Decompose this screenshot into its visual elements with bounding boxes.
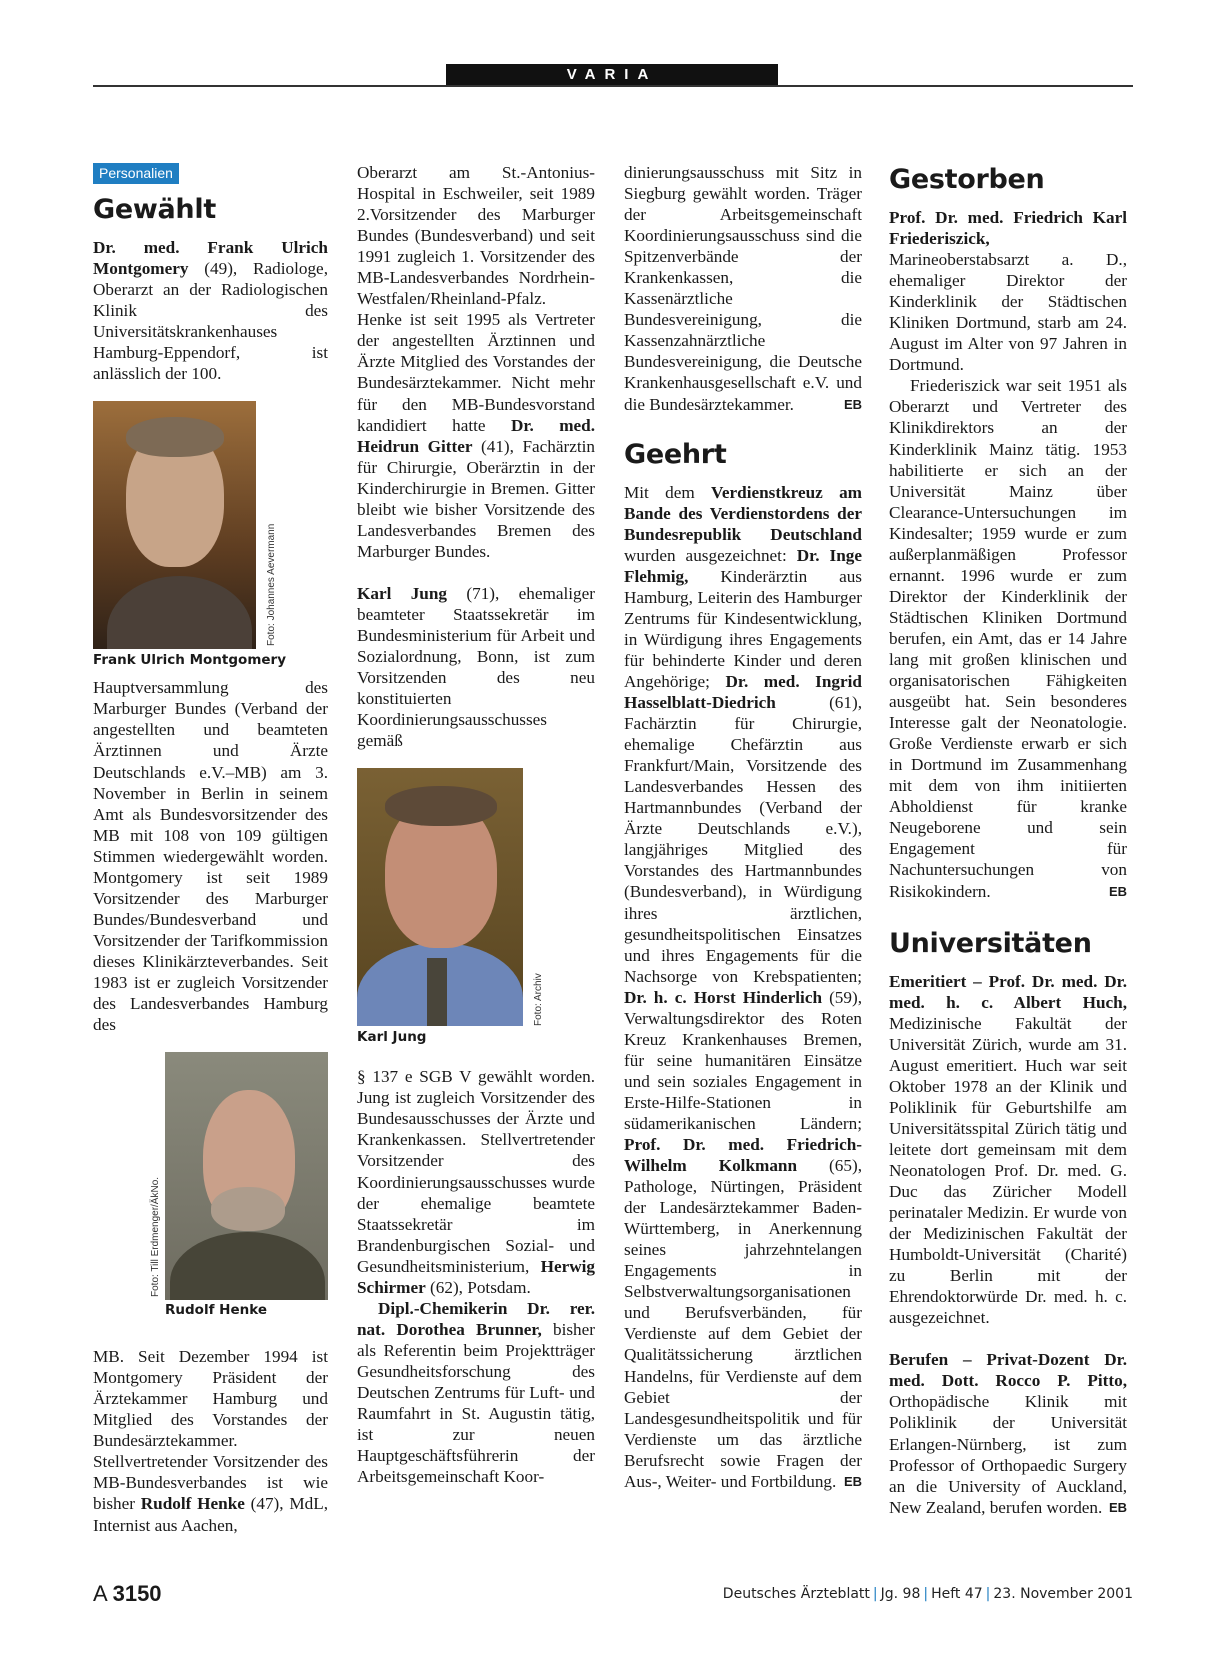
separator: | <box>985 1586 991 1602</box>
person-name: Dr. Inge Flehmig, <box>624 545 862 586</box>
category-tag: Personalien <box>93 163 179 184</box>
paragraph <box>357 1066 595 1298</box>
photo-montgomery <box>93 401 256 649</box>
author-initials: EB <box>1108 1499 1127 1515</box>
text: Oberarzt am St.-Antonius-Hospital in Eschweiler, seit 1989 2.Vorsitzender des Marburger Bundes (Bundesverband) und seit 1991 zugleich 1. Vorsitzender des MB-Landesverbandes Nordrhein-Westfalen/Rheinland-Pfalz. Henke ist seit 1995 als Vertreter der angestellten Ärztinnen und Ärzte Mitglied des Vorstandes der Bundesärztekammer. Nicht mehr für den MB-Bundesvorstand kandidiert hatte <box>357 163 595 435</box>
heading-geehrt: Geehrt <box>624 438 727 470</box>
jacket <box>170 1232 325 1300</box>
text: (71), ehemaliger beamteter Staatssekretär im Bundesministerium für Arbeit und Sozialordnung, Bonn, ist zum Vorsitzenden des neu konstituierten Koordinierungsausschusses gemäß <box>357 583 596 751</box>
hair <box>126 417 224 457</box>
paragraph <box>889 375 1127 901</box>
text: (59), Verwaltungsdirektor des Roten Kreuz Krankenhauses Bremen, für seine humanitären Einsätze und sein soziales Engagement in Erste-Hilfe-Stationen in südamerikanischen Ländern; <box>624 987 862 1133</box>
text: (47), MdL, Internist aus Aachen, <box>93 1494 328 1535</box>
text: dinierungsausschuss mit Sitz in Siegburg gewählt worden. Träger der Arbeitsgemeinschaft Koordinierungsausschuss sind die Spitzenverbände der Krankenkassen, die Kassenärztliche Bundesvereinigung, die Kassenzahnärztliche Bundesvereinigung, die Deutsche Krankenhausgesellschaft e.V. und die Bundesärztekammer. <box>624 163 862 414</box>
paragraph <box>889 971 1127 1329</box>
paragraph <box>357 162 595 562</box>
text: (61), Fachärztin für Chirurgie, ehemalige Chefärztin aus Frankfurt/Main, Vorsitzende des Landesverbandes Hessen des Hartmannbundes (Verband der Ärzte Deutschlands e.V.), langjähriges Mitglied des Vorstandes des Hartmannbundes (Bundesverband), in Würdigung ihres ärztlichen, gesundheitspolitischen Einsatzes und ihres Engagements für die Nachsorge von Krebspatienten; <box>624 693 862 986</box>
text: Medizinische Fakultät der Universität Zürich, wurde am 31. August emeritiert. Huch war seit Oktober 1978 an der Klinik und Poliklinik für Geburtshilfe am Universitätsspital Zürich tätig und leitete dort gemeinsam mit dem Neonatologen Prof. Dr. med. G. Duc das Züricher Modell perinataler Medizin. Er wurde von der Medizinischen Fakultät der Humboldt-Universität (Charité) zu Berlin mit der Ehrendoktorwürde Dr. med. h. c. ausgezeichnet. <box>889 1013 1127 1328</box>
issue-date: 23. November 2001 <box>993 1586 1133 1602</box>
person-name: Prof. Dr. med. Friedrich Karl Friederiszick, <box>889 208 1127 249</box>
journal-name: Deutsches Ärzteblatt <box>722 1586 870 1602</box>
text: Marineoberstabsarzt a. D., ehemaliger Direktor der Kinderklinik der Städtischen Kliniken Dortmund, starb am 24. August im Alter von 97 Jahren in Dortmund. <box>889 250 1127 375</box>
person-name: Rudolf Henke <box>140 1494 245 1514</box>
photo-figure-montgomery <box>93 401 328 669</box>
author-initials: EB <box>843 1473 862 1489</box>
text: Orthopädische Klinik mit Poliklinik der Universität Erlangen-Nürnberg, ist zum Professor of Orthopaedic Surgery an die University of Auckland, New Zealand, berufen worden. <box>889 1392 1127 1517</box>
text: Mit dem <box>624 482 712 502</box>
text: bisher als Referentin beim Projektträger Gesundheitsforschung des Deutschen Zentrums für Luft- und Raumfahrt in St. Augustin tätig, ist zur neuen Hauptgeschäftsführerin der Arbeitsgemeinschaft Koor- <box>357 1319 595 1487</box>
paragraph: Hauptversammlung des Marburger Bundes (Verband der angestellten und beamteten Ärztinnen und Ärzte Deutschlands e.V.–MB) am 3. November in Berlin in seinem Amt als Bundesvorsitzender des MB mit 108 von 109 gültigen Stimmen wiedergewählt worden. Montgomery ist seit 1989 Vorsitzender des Marburger Bundes/Bundesverband und Vorsitzender der Tarifkommission dieses Klinikärzteverbandes. Seit 1983 ist er zugleich Vorsitzender des Landesverbandes Hamburg des <box>93 678 328 1035</box>
person-name: Dr. med. Heidrun Gitter <box>357 415 595 456</box>
heading-universitaeten: Universitäten <box>889 927 1092 959</box>
text: MB. Seit Dezember 1994 ist Montgomery Präsident der Ärztekammer Hamburg und Mitglied des Vorstandes der Bundesärztekammer. Stellvertretender Vorsitzender des MB-Bundesverbandes ist wie bisher <box>93 1347 328 1514</box>
paragraph <box>889 207 1127 375</box>
paragraph <box>889 1349 1127 1517</box>
award-name: Verdienstkreuz am Bande des Verdienstordens der Bundesrepublik Deutschland <box>624 482 862 544</box>
page-number-value: 3150 <box>112 1581 162 1606</box>
column-3 <box>624 162 862 1492</box>
column-4 <box>889 162 1127 1518</box>
separator: | <box>923 1586 929 1602</box>
photo-caption: Karl Jung <box>357 1029 427 1046</box>
photo-figure-jung <box>357 768 595 1058</box>
text: (49), Radiologe, Oberarzt an der Radiologischen Klinik des Universitätskrankenhauses Hamburg-Eppendorf, ist anlässlich der 100. <box>93 259 328 384</box>
paragraph <box>93 237 328 384</box>
photo-figure-henke <box>93 1052 328 1346</box>
photo-credit: Foto: Till Erdmenger/ÄkNo. <box>150 1177 161 1298</box>
person-name: Karl Jung <box>357 583 448 603</box>
header-rule <box>93 85 1133 87</box>
paragraph <box>357 583 595 751</box>
hair <box>385 786 497 826</box>
beard <box>211 1187 285 1231</box>
issue: Heft 47 <box>931 1586 983 1602</box>
text: Kinderärztin aus Hamburg, Leiterin des Hamburger Zentrums für Kindesentwicklung, in Würdigung ihres Engagements für behinderte Kinder und deren Angehörige; <box>624 566 862 691</box>
text: (65), Pathologe, Nürtingen, Präsident der Landesärztekammer Baden-Württemberg, in Anerkennung seines jahrzehntelangen Engagements in Selbstverwaltungsorganisationen und Berufsverbänden, für Verdienste auf dem Gebiet der Qualitätssicherung ärztlichen Handelns, für Verdienste auf dem Gebiet der Landesgesundheitspolitik und für Verdienste um das ärztliche Berufsrecht sowie Fragen der Aus-, Weiter- und Fortbildung. <box>624 1156 862 1491</box>
column-1 <box>93 162 328 1536</box>
person-name: Dr. med. Frank Ulrich Montgomery <box>93 238 328 279</box>
paragraph <box>624 162 862 415</box>
volume: Jg. 98 <box>880 1586 921 1602</box>
photo-jung <box>357 768 523 1026</box>
paragraph <box>93 1346 328 1535</box>
author-initials: EB <box>843 396 862 412</box>
person-name: Emeritiert – Prof. Dr. med. Dr. med. h. c. Albert Huch, <box>889 971 1127 1012</box>
text: wurden ausgezeichnet: <box>624 545 797 565</box>
tie <box>427 958 447 1026</box>
person-name: Dr. med. Ingrid Hasselblatt-Diedrich <box>624 671 862 713</box>
separator: | <box>872 1586 878 1602</box>
heading-gewaehlt: Gewählt <box>93 194 216 225</box>
paragraph <box>624 482 862 1492</box>
text: § 137 e SGB V gewählt worden. Jung ist zugleich Vorsitzender des Bundesausschusses der Ärzte und Krankenkassen. Stellvertretender Vorsitzender des Koordinierungsausschusses wurde der ehemalige beamtete Staatssekretär im Brandenburgischen Sozial- und Gesundheitsministerium, <box>357 1067 595 1276</box>
text: (62), Potsdam. <box>425 1277 531 1297</box>
suit <box>107 576 252 649</box>
page-number <box>93 1581 162 1607</box>
person-name: Dipl.-Chemikerin Dr. rer. nat. Dorothea Brunner, <box>357 1298 595 1339</box>
page-prefix: A <box>93 1581 107 1606</box>
person-name: Herwig Schirmer <box>357 1256 595 1297</box>
photo-henke <box>165 1052 328 1300</box>
person-name: Dr. h. c. Horst Hinderlich <box>624 987 823 1007</box>
section-label: VARIA <box>446 64 778 86</box>
text: (41), Fachärztin für Chirurgie, Oberärztin in der Kinderchirurgie in Bremen. Gitter bleibt wie bisher Vorsitzende des Landesverbandes Bremen des Marburger Bundes. <box>357 436 595 561</box>
heading-gestorben: Gestorben <box>889 164 1045 195</box>
photo-credit: Foto: Archiv <box>533 973 544 1027</box>
person-name: Prof. Dr. med. Friedrich-Wilhelm Kolkmann <box>624 1135 862 1176</box>
photo-caption: Rudolf Henke <box>165 1302 267 1319</box>
column-2 <box>357 162 595 1487</box>
author-initials: EB <box>1108 883 1127 899</box>
photo-credit: Foto: Johannes Aevermann <box>266 524 277 647</box>
person-name: Berufen – Privat-Dozent Dr. med. Dott. Rocco P. Pitto, <box>889 1350 1127 1391</box>
paragraph <box>357 1298 595 1487</box>
text: Friederiszick war seit 1951 als Oberarzt und Vertreter des Klinikdirektors an der Kinderklinik Mainz tätig. 1953 habilitierte er sich an der Universität Mainz über Clearance-Untersuchungen im Kindesalter; 1959 wurde er zum außerplanmäßigen Professor ernannt. 1996 wurde er zum Direktor der Kinderklinik der Städtischen Kliniken Dortmund berufen, ein Amt, das er 14 Jahre lang mit großen klinischen und organisatorischen Fähigkeiten ausgeübt hat. Sein besonderes Interesse galt der Neonatologie. Große Verdienste erwarb er sich in Dortmund im Zusammenhang mit dem von ihm initiierten Abholdienst für kranke Neugeborene und sein Engagement für Nachuntersuchungen von Risikokindern. <box>889 376 1127 901</box>
photo-caption: Frank Ulrich Montgomery <box>93 652 286 669</box>
journal-reference <box>723 1586 1133 1602</box>
